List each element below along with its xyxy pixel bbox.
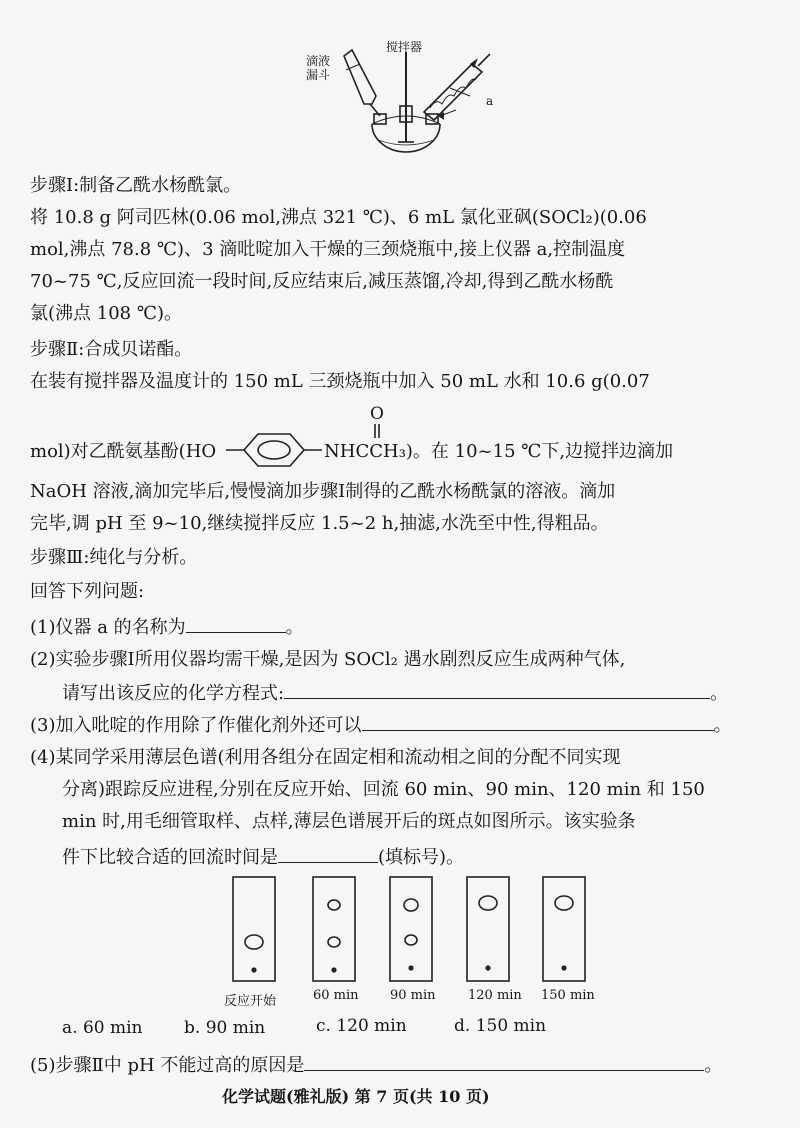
carbonyl-oxygen: O	[370, 404, 384, 424]
tlc-label-start: 反应开始	[224, 994, 277, 1009]
option-a[interactable]: a. 60 min	[62, 1018, 143, 1038]
origin-dot-150	[561, 965, 566, 970]
tlc-label-150: 150 min	[541, 988, 595, 1003]
step1-line-2: mol,沸点 78.8 ℃)、3 滴吡啶加入干燥的三颈烧瓶中,接上仪器 a,控制温度	[30, 239, 626, 260]
question-4b: 分离)跟踪反应进程,分别在反应开始、回流 60 min、90 min、120 min 和 150	[62, 779, 705, 800]
question-3: (3)加入吡啶的作用除了作催化剂外还可以 。	[30, 712, 732, 738]
question-4d: 件下比较合适的回流时间是 (填标号)。	[62, 844, 464, 870]
option-d[interactable]: d. 150 min	[454, 1016, 547, 1036]
tlc-plate-start	[233, 877, 275, 981]
step2-line-4: 完毕,调 pH 至 9~10,继续搅拌反应 1.5~2 h,抽滤,水洗至中性,得粗品。	[30, 513, 609, 534]
step1-line-1: 将 10.8 g 阿司匹林(0.06 mol,沸点 321 ℃)、6 mL 氯化亚砜(SOCl₂)(0.06	[30, 207, 647, 228]
page-footer: 化学试题(雅礼版) 第 7 页(共 10 页)	[222, 1087, 490, 1106]
origin-dot-120	[485, 965, 490, 970]
tlc-label-60: 60 min	[313, 988, 359, 1003]
funnel-label-1: 滴液	[306, 54, 331, 68]
step2-line-3: NaOH 溶液,滴加完毕后,慢慢滴加步骤Ⅰ制得的乙酰水杨酰氯的溶液。滴加	[30, 481, 616, 502]
condenser-label: a	[486, 94, 494, 108]
tlc-plate-60	[313, 877, 355, 981]
question-5: (5)步骤Ⅱ中 pH 不能过高的原因是 。	[30, 1052, 722, 1078]
question-2b: 请写出该反应的化学方程式: 。	[62, 680, 728, 706]
funnel-label-2: 漏斗	[306, 68, 331, 82]
step1-line-4: 氯(沸点 108 ℃)。	[30, 303, 182, 324]
spot-90-lower	[405, 935, 417, 945]
tlc-label-90: 90 min	[390, 988, 436, 1003]
option-b[interactable]: b. 90 min	[184, 1018, 266, 1038]
spot-150-upper	[555, 896, 573, 910]
step1-heading: 步骤Ⅰ:制备乙酰水杨酰氯。	[30, 175, 242, 196]
spot-60-upper	[328, 900, 340, 910]
question-1: (1)仪器 a 的名称为 。	[30, 614, 304, 640]
spot-120-upper	[479, 896, 497, 910]
tlc-label-120: 120 min	[468, 988, 522, 1003]
origin-dot-start	[251, 967, 256, 972]
origin-dot-90	[408, 965, 413, 970]
spot-start-large	[245, 935, 263, 949]
step2-line-2-end: NHCCH₃)。在 10~15 ℃下,边搅拌边滴加	[324, 441, 674, 462]
step2-line-2-start: mol)对乙酰氨基酚(HO	[30, 441, 217, 462]
question-2a: (2)实验步骤Ⅰ所用仪器均需干燥,是因为 SOCl₂ 遇水剧烈反应生成两种气体,	[30, 649, 626, 670]
step2-heading: 步骤Ⅱ:合成贝诺酯。	[30, 339, 193, 360]
origin-dot-60	[331, 967, 336, 972]
answer-blank-5[interactable]	[304, 1052, 704, 1071]
answer-prompt: 回答下列问题:	[30, 581, 145, 602]
question-4c: min 时,用毛细管取样、点样,薄层色谱展开后的斑点如图所示。该实验条	[62, 811, 636, 832]
step2-line-1: 在装有搅拌器及温度计的 150 mL 三颈烧瓶中加入 50 mL 水和 10.6 g(0.07	[30, 371, 650, 392]
spot-60-lower	[328, 937, 340, 947]
step1-line-3: 70~75 ℃,反应回流一段时间,反应结束后,减压蒸馏,冷却,得到乙酰水杨酰	[30, 271, 614, 292]
spot-90-upper	[404, 899, 418, 911]
stirrer-label: 搅拌器	[386, 40, 423, 54]
option-c[interactable]: c. 120 min	[316, 1016, 407, 1036]
question-4a: (4)某同学采用薄层色谱(利用各组分在固定相和流动相之间的分配不同实现	[30, 747, 621, 768]
step3-heading: 步骤Ⅲ:纯化与分析。	[30, 547, 198, 568]
